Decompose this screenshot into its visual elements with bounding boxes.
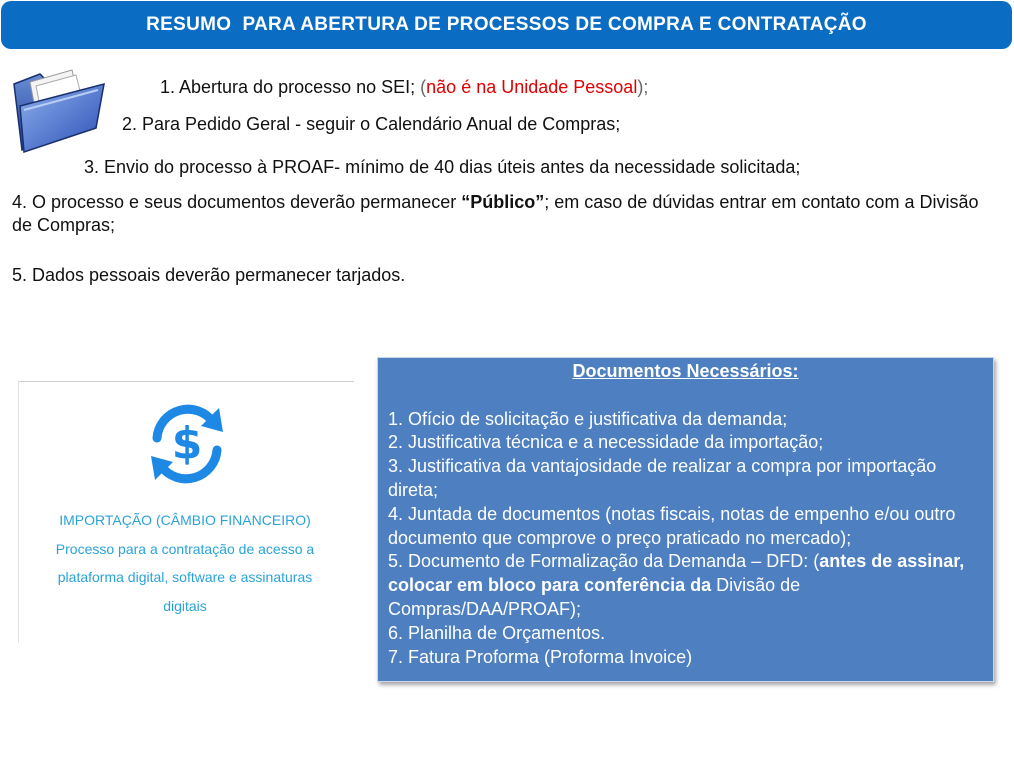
slide-title — [1, 1, 1012, 49]
documentos-title: Documentos Necessários: — [572, 361, 799, 381]
doc-item-5-text: 5. Documento de Formalização da Demanda – DFD: ( — [388, 551, 820, 572]
step-4-text: 4. O processo e seus documentos deverão permanecer — [12, 192, 462, 212]
step-4-bold: “Público” — [461, 192, 545, 212]
documentos-box — [377, 357, 994, 682]
step-2: 2. Para Pedido Geral - seguir o Calendário Anual de Compras; — [122, 114, 621, 134]
importacao-frame-left — [18, 381, 19, 643]
svg-text:$: $ — [171, 418, 203, 469]
step-1-warning: não é na Unidade Pessoal — [426, 77, 638, 97]
doc-item-5 — [388, 550, 983, 621]
importacao-line-2: plataforma digital, software e assinaturas — [57, 569, 313, 585]
importacao-line-1: Processo para a contratação de acesso a — [55, 540, 315, 557]
step-1 — [160, 76, 648, 98]
folder-icon — [10, 66, 110, 154]
doc-item-3: 3. Justificativa da vantajosidade de realizar a compra por importação direta; — [388, 456, 937, 500]
step-1-paren-close: ); — [637, 77, 649, 97]
doc-item-6: 6. Planilha de Orçamentos. — [388, 622, 606, 643]
step-3: 3. Envio do processo à PROAF- mínimo de 40 dias úteis antes da necessidade solicitada; — [84, 157, 801, 177]
importacao-line-3: digitais — [163, 597, 207, 614]
step-4-text-after: ; em caso de dúvidas entrar em contato com a Divisão de Compras; — [12, 192, 979, 235]
slide-title-text: RESUMO PARA ABERTURA DE PROCESSOS DE COMPRA E CONTRATAÇÃO — [146, 14, 867, 35]
step-4 — [12, 191, 1002, 237]
doc-item-5-text-after: Divisão de Compras/DAA/PROAF); — [388, 575, 801, 619]
importacao-heading: IMPORTAÇÃO (CÂMBIO FINANCEIRO) — [59, 512, 311, 528]
doc-item-5-bold: antes de assinar, colocar em bloco para conferência da — [388, 551, 965, 596]
importacao-text — [20, 506, 350, 620]
step-5: 5. Dados pessoais deverão permanecer tarjados. — [12, 265, 406, 285]
doc-item-7: 7. Fatura Proforma (Proforma Invoice) — [388, 646, 693, 667]
step-1-paren-open: ( — [420, 77, 427, 97]
doc-item-4: 4. Juntada de documentos (notas fiscais, notas de empenho e/ou outro documento que comprove o preço praticado no mercado); — [388, 503, 956, 548]
step-1-text: 1. Abertura do processo no SEI; — [160, 77, 421, 97]
importacao-frame-top — [18, 381, 354, 382]
currency-exchange-icon — [135, 392, 239, 496]
doc-item-1: 1. Ofício de solicitação e justificativa da demanda; — [388, 408, 788, 429]
doc-item-2: 2. Justificativa técnica e a necessidade da importação; — [388, 432, 824, 453]
